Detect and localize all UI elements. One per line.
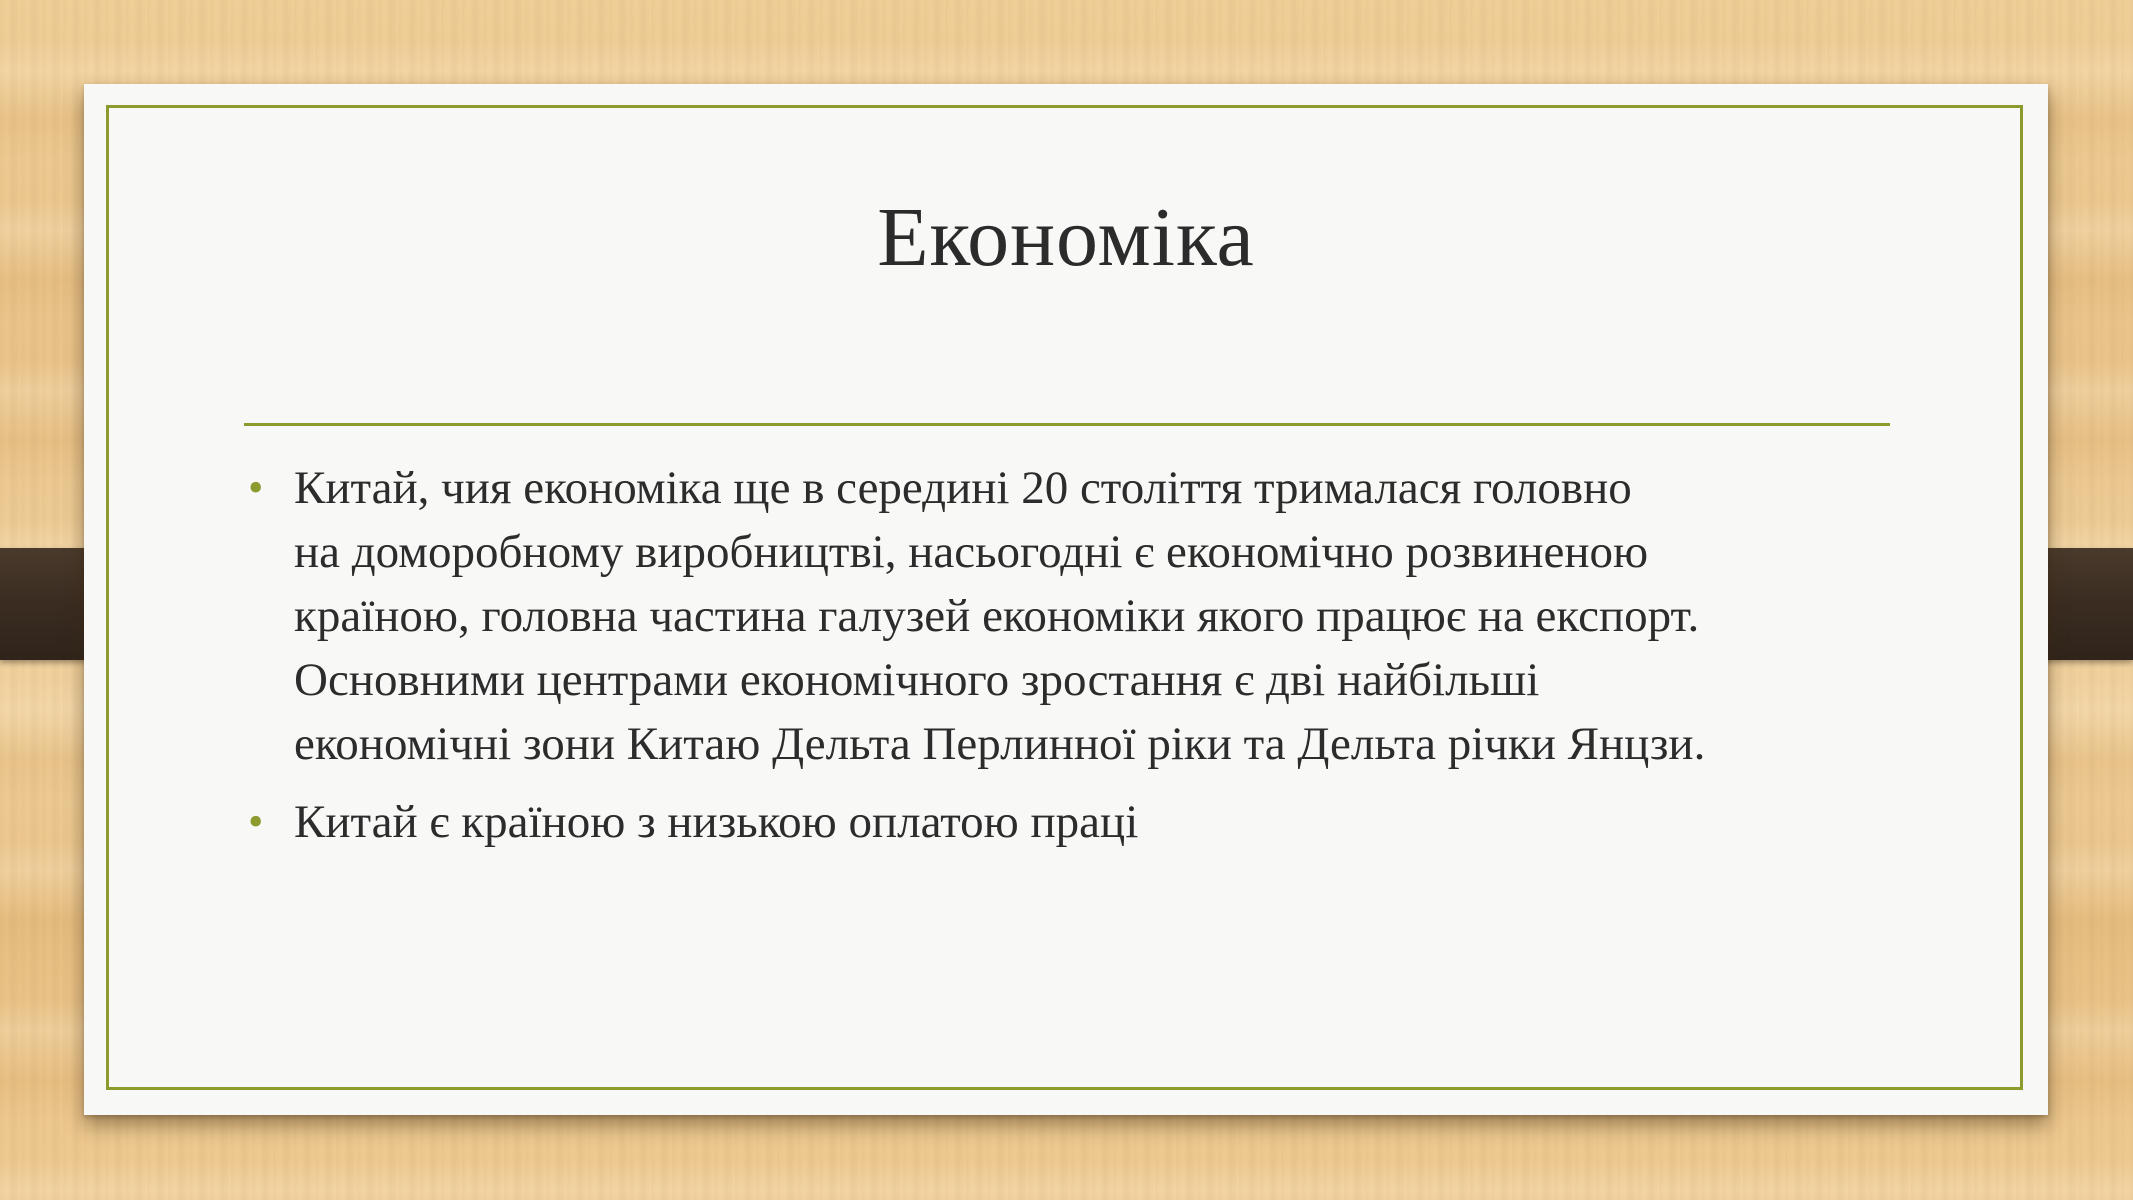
- slide-card: [84, 84, 2048, 1115]
- bullet-line: економічні зони Китаю Дельта Перлинної ріки та Дельта річки Янцзи.: [294, 718, 1706, 770]
- bullet-dot-icon: •: [248, 463, 264, 512]
- slide-title: Економіка: [877, 191, 1255, 284]
- title-divider: [244, 423, 1890, 426]
- bullet-line: Китай є країною з низькою оплатою праці: [294, 796, 1139, 848]
- bullet-list: [244, 456, 1904, 868]
- bullet-item: [244, 790, 1904, 854]
- bullet-dot-icon: •: [248, 797, 264, 846]
- bullet-line: Основними центрами економічного зростання є дві найбільші: [294, 654, 1540, 706]
- bullet-line: країною, головна частина галузей економіки якого працює на експорт.: [294, 590, 1700, 642]
- bullet-line: на доморобному виробництві, насьогодні є економічно розвиненою: [294, 526, 1649, 578]
- bullet-item: [244, 456, 1904, 776]
- bullet-line: Китай, чия економіка ще в середині 20 століття трималася головно: [294, 462, 1632, 514]
